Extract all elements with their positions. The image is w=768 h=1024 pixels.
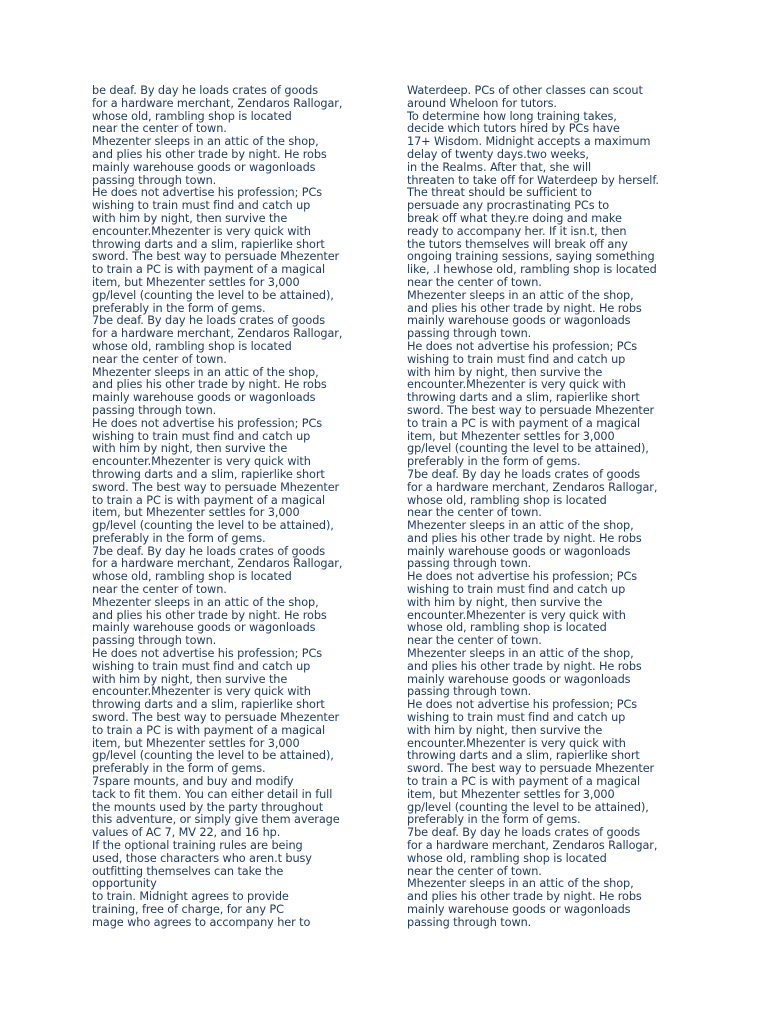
text-line: and plies his other trade by night. He robs — [407, 301, 642, 315]
text-line: Mhezenter sleeps in an attic of the shop, — [407, 877, 634, 891]
text-line: He does not advertise his profession; PCs — [407, 698, 638, 712]
text-line: near the center of town. — [407, 634, 542, 648]
text-line: gp/level (counting the level to be attained), — [92, 519, 334, 533]
text-line: for a hardware merchant, Zendaros Rallogar, — [92, 327, 343, 341]
text-line: To determine how long training takes, — [407, 109, 617, 123]
text-line: mainly warehouse goods or wagonloads — [92, 621, 316, 635]
text-line: 7be deaf. By day he loads crates of goods — [92, 314, 326, 328]
text-line: wishing to train must find and catch up — [92, 659, 311, 673]
text-line: 7spare mounts, and buy and modify — [92, 775, 294, 789]
text-line: preferably in the form of gems. — [407, 813, 581, 827]
text-line: persuade any procrastinating PCs to — [407, 199, 610, 213]
text-line: mage who agrees to accompany her to — [92, 915, 311, 929]
text-line: to train a PC is with payment of a magical — [92, 723, 326, 737]
text-line: wishing to train must find and catch up — [407, 711, 626, 725]
text-line: whose old, rambling shop is located — [407, 493, 607, 507]
text-line: 7be deaf. By day he loads crates of goods — [92, 544, 326, 558]
text-line: wishing to train must find and catch up — [92, 429, 311, 443]
text-line: to train a PC is with payment of a magical — [407, 775, 641, 789]
text-line: item, but Mhezenter settles for 3,000 — [92, 506, 300, 520]
text-line: mainly warehouse goods or wagonloads — [407, 903, 631, 916]
text-line: sword. The best way to persuade Mhezenter — [92, 711, 340, 725]
text-line: passing through town. — [407, 557, 532, 571]
text-line: passing through town. — [407, 327, 532, 341]
text-line: near the center of town. — [407, 506, 542, 520]
text-line: with him by night, then survive the — [407, 595, 603, 609]
text-line: near the center of town. — [407, 864, 542, 878]
text-line: throwing darts and a slim, rapierlike short — [407, 749, 640, 763]
text-line: He does not advertise his profession; PCs — [407, 570, 638, 584]
text-line: near the center of town. — [92, 352, 227, 366]
text-line: sword. The best way to persuade Mhezenter — [407, 403, 655, 417]
text-line: gp/level (counting the level to be attained), — [407, 442, 649, 456]
text-line: sword. The best way to persuade Mhezenter — [92, 480, 340, 494]
text-line: preferably in the form of gems. — [407, 455, 581, 469]
text-line: throwing darts and a slim, rapierlike short — [92, 467, 325, 481]
text-line: threaten to take off for Waterdeep by herself. — [407, 173, 659, 187]
text-line: gp/level (counting the level to be attained), — [407, 800, 649, 814]
text-line: passing through town. — [407, 915, 532, 929]
text-line: item, but Mhezenter settles for 3,000 — [92, 275, 300, 289]
text-line: mainly warehouse goods or wagonloads — [407, 672, 631, 686]
text-line: ready to accompany her. If it isn.t, then — [407, 224, 627, 238]
text-line: gp/level (counting the level to be attained), — [92, 288, 334, 302]
text-line: with him by night, then survive the — [92, 672, 288, 686]
text-line: in the Realms. After that, she will — [407, 160, 592, 174]
text-line: passing through town. — [92, 173, 217, 187]
text-line: passing through town. — [92, 634, 217, 648]
text-line: If the optional training rules are being — [92, 839, 303, 853]
text-line: and plies his other trade by night. He robs — [92, 608, 327, 622]
text-line: mainly warehouse goods or wagonloads — [407, 314, 631, 328]
text-line: item, but Mhezenter settles for 3,000 — [92, 736, 300, 750]
text-line: gp/level (counting the level to be attained), — [92, 749, 334, 763]
text-line: for a hardware merchant, Zendaros Rallogar, — [407, 480, 658, 494]
text-line: like, .I hewhose old, rambling shop is located — [407, 263, 657, 277]
text-line: encounter.Mhezenter is very quick with — [92, 224, 311, 238]
text-line: near the center of town. — [407, 275, 542, 289]
text-line: for a hardware merchant, Zendaros Rallogar, — [407, 839, 658, 853]
text-line: the tutors themselves will break off any — [407, 237, 628, 251]
text-line: throwing darts and a slim, rapierlike short — [92, 237, 325, 251]
text-line: with him by night, then survive the — [407, 723, 603, 737]
text-line: near the center of town. — [92, 583, 227, 597]
text-line: preferably in the form of gems. — [92, 301, 266, 315]
text-line: to train a PC is with payment of a magical — [92, 493, 326, 507]
text-line: be deaf. By day he loads crates of goods — [92, 84, 318, 97]
text-line: Mhezenter sleeps in an attic of the shop, — [92, 135, 319, 149]
text-line: outfitting themselves can take the — [92, 864, 284, 878]
text-line: item, but Mhezenter settles for 3,000 — [407, 429, 615, 443]
text-line: tack to fit them. You can either detail in full — [92, 787, 333, 801]
text-line: with him by night, then survive the — [92, 442, 288, 456]
text-line: to train a PC is with payment of a magical — [407, 416, 641, 430]
text-line: encounter.Mhezenter is very quick with — [92, 455, 311, 469]
text-line: Mhezenter sleeps in an attic of the shop, — [92, 365, 319, 379]
text-line: 7be deaf. By day he loads crates of goods — [407, 467, 641, 481]
text-line: encounter.Mhezenter is very quick with — [407, 736, 626, 750]
left-text-column — [92, 85, 392, 930]
text-line: wishing to train must find and catch up — [407, 583, 626, 597]
text-line: training, free of charge, for any PC — [92, 903, 284, 916]
text-line: to train a PC is with payment of a magical — [92, 263, 326, 277]
text-line: mainly warehouse goods or wagonloads — [92, 391, 316, 405]
text-line: whose old, rambling shop is located — [407, 621, 607, 635]
text-line: whose old, rambling shop is located — [92, 109, 292, 123]
text-line: Mhezenter sleeps in an attic of the shop, — [407, 288, 634, 302]
text-line: He does not advertise his profession; PCs — [92, 186, 323, 200]
text-line: encounter.Mhezenter is very quick with — [92, 685, 311, 699]
text-line: used, those characters who aren.t busy — [92, 851, 312, 865]
right-text-column — [407, 85, 707, 930]
text-line: Mhezenter sleeps in an attic of the shop, — [407, 647, 634, 661]
text-line: and plies his other trade by night. He robs — [407, 659, 642, 673]
text-line: break off what they.re doing and make — [407, 211, 622, 225]
text-line: for a hardware merchant, Zendaros Rallogar, — [92, 557, 343, 571]
text-line: with him by night, then survive the — [92, 211, 288, 225]
text-line: wishing to train must find and catch up — [92, 199, 311, 213]
text-line: He does not advertise his profession; PCs — [92, 647, 323, 661]
text-line: near the center of town. — [92, 122, 227, 136]
text-line: delay of twenty days.two weeks, — [407, 147, 589, 161]
text-line: 7be deaf. By day he loads crates of goods — [407, 826, 641, 840]
text-line: Mhezenter sleeps in an attic of the shop, — [407, 519, 634, 533]
text-line: 17+ Wisdom. Midnight accepts a maximum — [407, 135, 651, 149]
text-line: and plies his other trade by night. He robs — [407, 531, 642, 545]
text-line: wishing to train must find and catch up — [407, 352, 626, 366]
text-line: and plies his other trade by night. He robs — [92, 378, 327, 392]
text-line: whose old, rambling shop is located — [92, 570, 292, 584]
text-line: decide which tutors hired by PCs have — [407, 122, 620, 136]
text-line: whose old, rambling shop is located — [92, 339, 292, 353]
text-line: encounter.Mhezenter is very quick with — [407, 608, 626, 622]
text-line: for a hardware merchant, Zendaros Rallogar, — [92, 96, 343, 110]
text-line: preferably in the form of gems. — [92, 762, 266, 776]
text-line: He does not advertise his profession; PCs — [407, 339, 638, 353]
text-line: The threat should be sufficient to — [407, 186, 592, 200]
text-line: passing through town. — [92, 403, 217, 417]
text-line: passing through town. — [407, 685, 532, 699]
text-line: mainly warehouse goods or wagonloads — [92, 160, 316, 174]
text-line: the mounts used by the party throughout — [92, 800, 324, 814]
text-line: to train. Midnight agrees to provide — [92, 890, 289, 904]
text-line: and plies his other trade by night. He robs — [92, 147, 327, 161]
text-line: with him by night, then survive the — [407, 365, 603, 379]
text-line: throwing darts and a slim, rapierlike short — [407, 391, 640, 405]
text-line: this adventure, or simply give them average — [92, 813, 340, 827]
text-line: mainly warehouse goods or wagonloads — [407, 544, 631, 558]
text-line: Waterdeep. PCs of other classes can scout — [407, 84, 643, 97]
text-line: preferably in the form of gems. — [92, 531, 266, 545]
text-line: sword. The best way to persuade Mhezenter — [407, 762, 655, 776]
text-line: sword. The best way to persuade Mhezenter — [92, 250, 340, 264]
text-line: item, but Mhezenter settles for 3,000 — [407, 787, 615, 801]
text-line: ongoing training sessions, saying something — [407, 250, 655, 264]
text-line: Mhezenter sleeps in an attic of the shop, — [92, 595, 319, 609]
text-line: encounter.Mhezenter is very quick with — [407, 378, 626, 392]
text-line: throwing darts and a slim, rapierlike short — [92, 698, 325, 712]
text-line: whose old, rambling shop is located — [407, 851, 607, 865]
text-line: He does not advertise his profession; PCs — [92, 416, 323, 430]
text-line: around Wheloon for tutors. — [407, 96, 557, 110]
text-line: values of AC 7, MV 22, and 16 hp. — [92, 826, 281, 840]
text-line: and plies his other trade by night. He robs — [407, 890, 642, 904]
text-line: opportunity — [92, 877, 157, 891]
